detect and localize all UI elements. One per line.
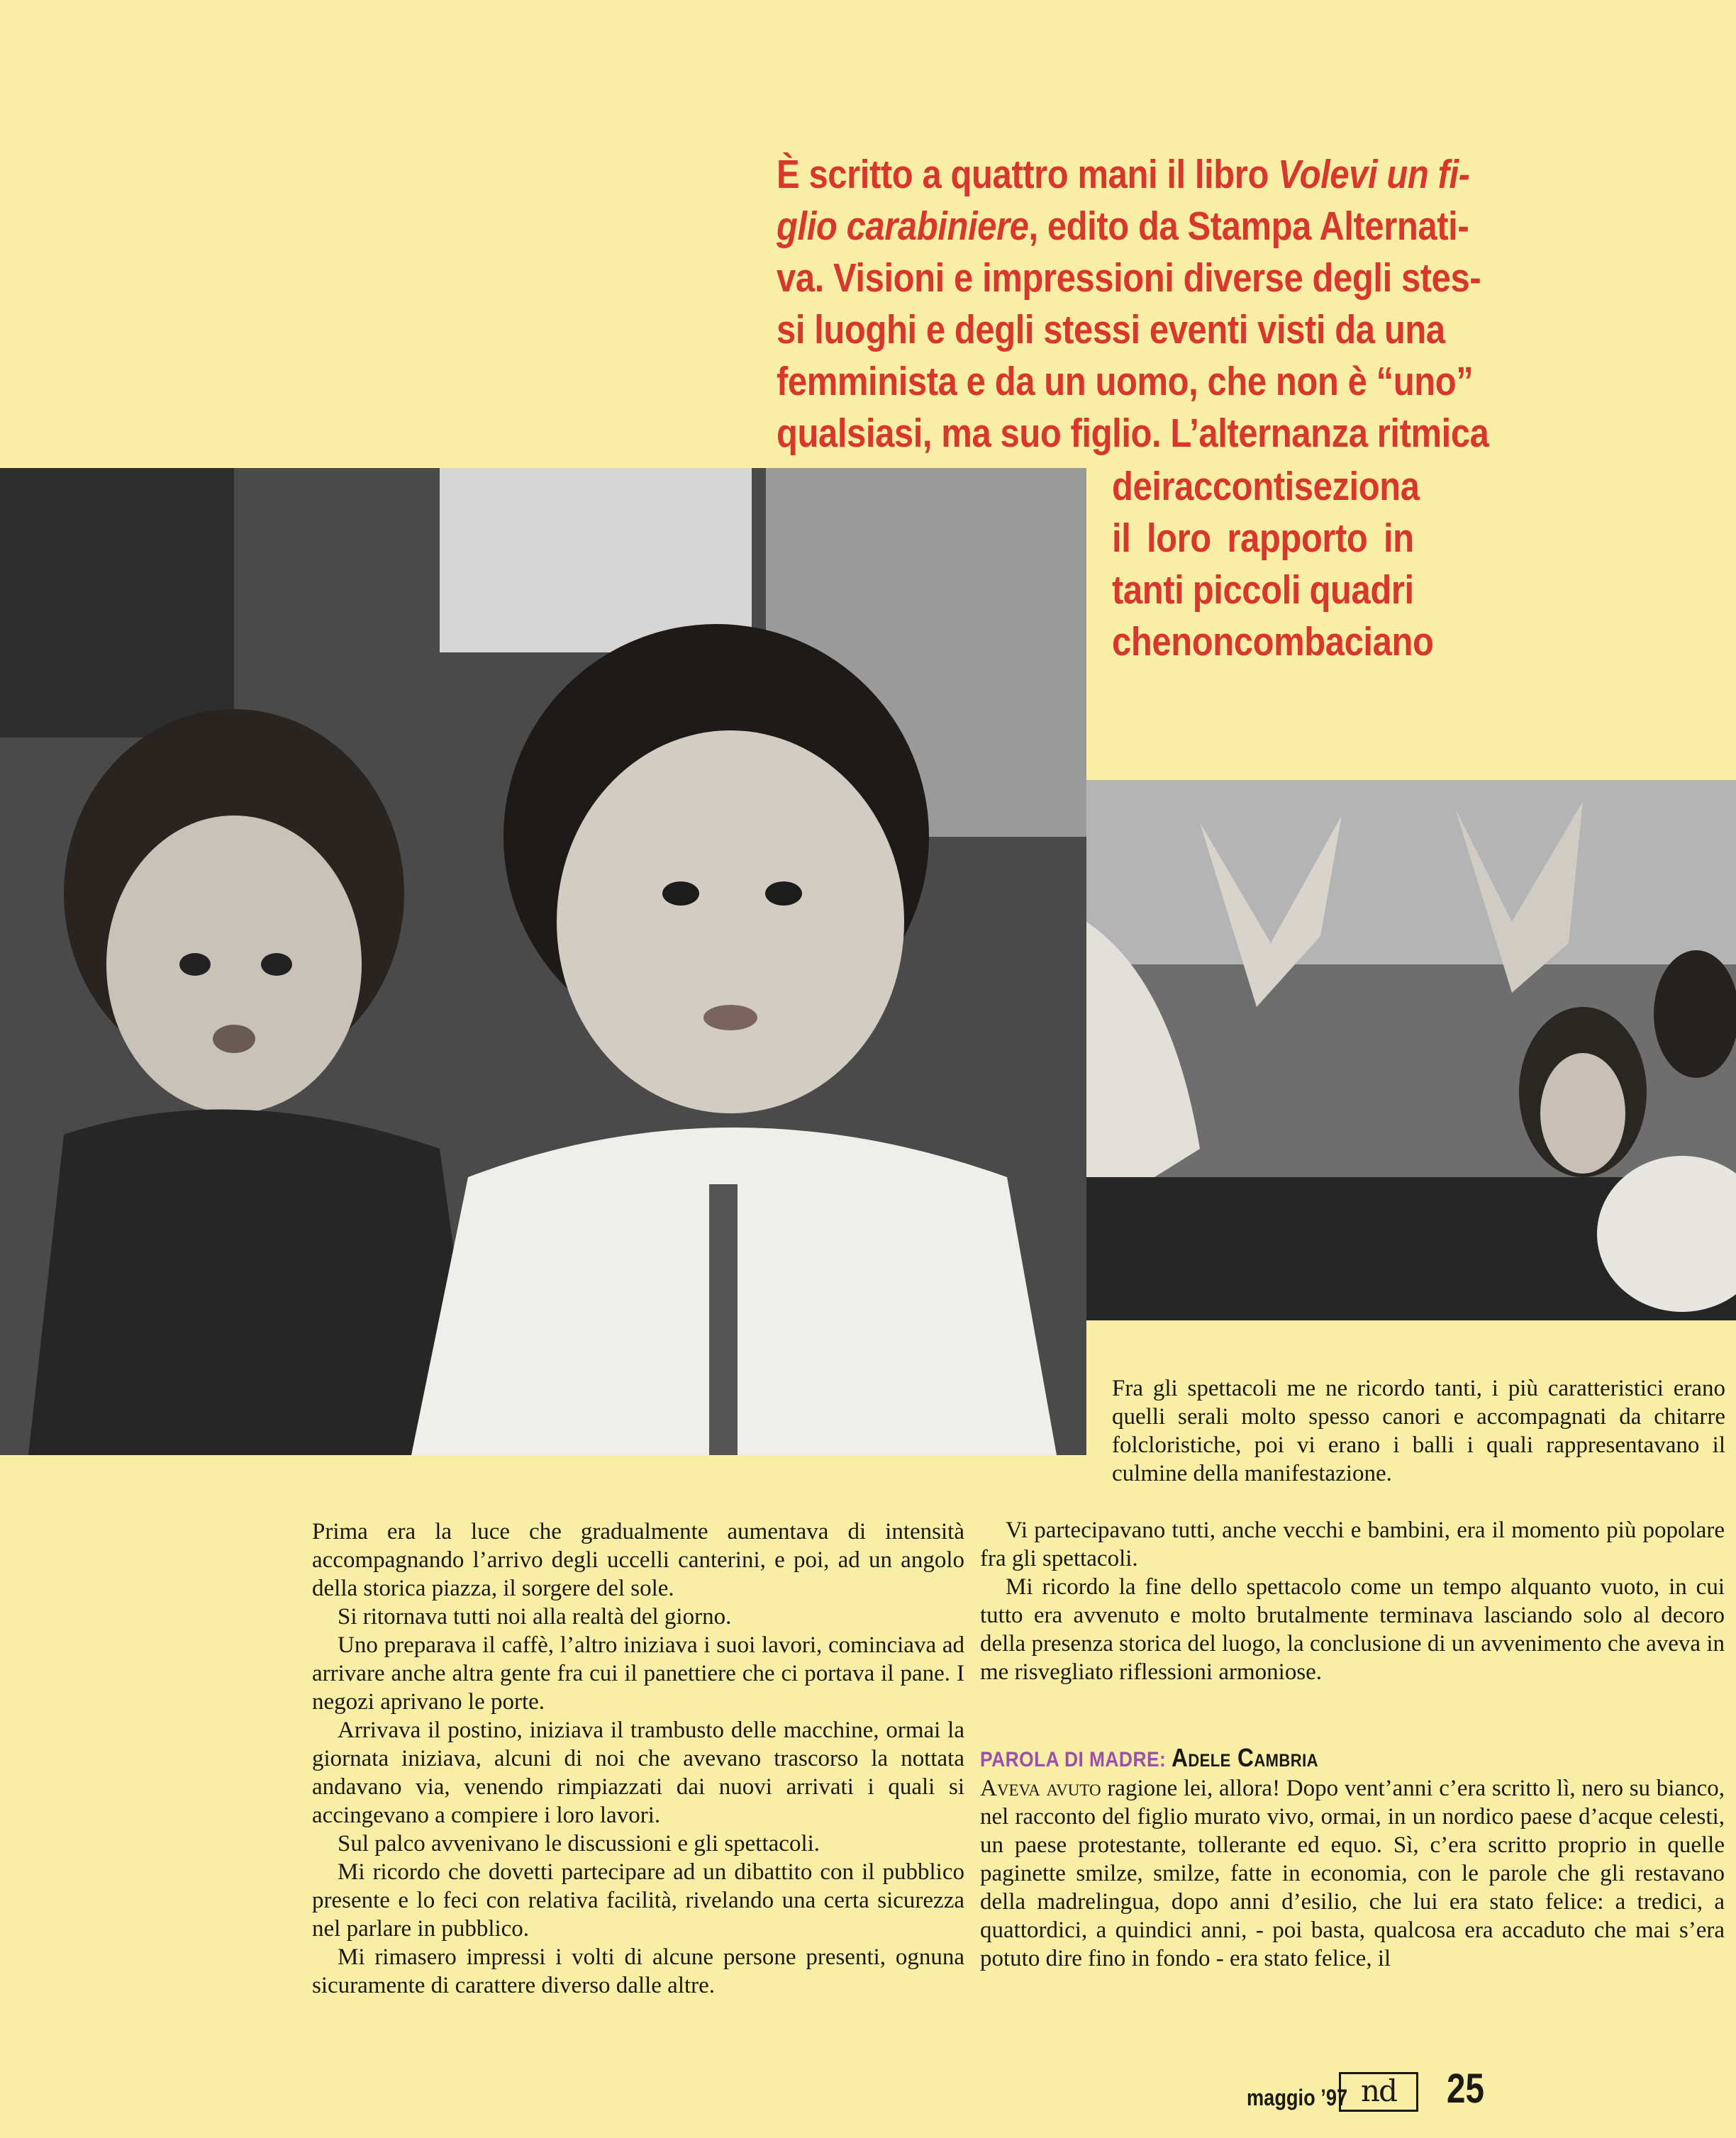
- paragraph: Sul palco avvenivano le discussioni e gli spettacoli.: [338, 1831, 820, 1856]
- pull-quote-continuation: [1112, 461, 1434, 668]
- left-column-text: [312, 1518, 964, 2000]
- paragraph: Si ritornava tutti noi alla realtà del giorno.: [338, 1604, 732, 1630]
- pull-quote-line: che non combaciano: [1112, 619, 1434, 664]
- photo-crowd: [1086, 780, 1736, 1320]
- crowd-photo-drawing: [1086, 780, 1736, 1320]
- right-column-middle-text: [980, 1516, 1725, 1686]
- paragraph: [980, 1774, 1725, 1973]
- paragraph: Prima era la luce che gradualmente aumentava di intensità accompagnando l’arrivo degli uccelli canterini, e poi, ad un angolo della storica piazza, il sorgere del sole.: [312, 1519, 964, 1601]
- paragraph: Fra gli spettacoli me ne ricordo tanti, i più caratteristici erano quelli serali molto spesso canori e accompagnati da chitarre folcloristiche, poi vi erano i balli i quali rappresentavano il culmine della manifestazione.: [1112, 1376, 1725, 1486]
- pull-quote-line: femminista e da un uomo, che non è “uno”: [777, 359, 1474, 404]
- paragraph: Mi ricordo che dovetti partecipare ad un dibattito con il pubblico presente e lo feci con relativa facilità, rivelando una certa sicurezza nel parlare in pubblico.: [312, 1859, 964, 1942]
- paragraph: Mi rimasero impressi i volti di alcune persone presenti, ognuna sicuramente di carattere diverso dalle altre.: [312, 1944, 964, 1998]
- pull-quote-line: va. Visioni e impressioni diverse degli stes-: [777, 255, 1481, 301]
- paragraph: Vi partecipavano tutti, anche vecchi e bambini, era il momento più popolare fra gli spettacoli.: [980, 1518, 1725, 1571]
- paragraph-text: ragione lei, allora! Dopo vent’anni c’era scritto lì, nero su bianco, nel racconto del figlio murato vivo, ormai, in un nordico paese d’acque celesti, un paese protestante, tollerante ed equo. Sì, c’era scritto proprio in quelle paginette smilze, smilze, fatte in economia, con le parole che gli restavano della madrelingua, dopo anni d’esilio, che lui era stato felice: a tredici, a quattordici, a quindici anni, - poi basta, qualcosa era accaduto che mai s’era potuto dire fino in fondo - era stato felice, il: [980, 1776, 1725, 1971]
- pull-quote-line: glio carabiniere, edito da Stampa Alternati-: [777, 204, 1469, 249]
- right-column-top-text: [1112, 1374, 1725, 1488]
- magazine-logo: nd: [1339, 2072, 1418, 2112]
- paragraph: Arrivava il postino, iniziava il trambusto delle macchine, ormai la giornata iniziava, alcuni di noi che avevano trascorso la nottata andavano via, venendo rimpiazzati dai nuovi arrivati i quali si accingevano a compiere i loro lavori.: [312, 1717, 964, 1828]
- pull-quote-line: si luoghi e degli stessi eventi visti da una: [777, 307, 1445, 352]
- pull-quote-line: qualsiasi, ma suo figlio. L’alternanza ritmica: [777, 411, 1489, 456]
- pull-quote-line: tanti piccoli quadri: [1112, 567, 1414, 613]
- photo-children: [0, 468, 1086, 1455]
- page-number: 25: [1447, 2066, 1484, 2112]
- paragraph: Uno preparava il caffè, l’altro iniziava i suoi lavori, cominciava ad arrivare anche altra gente fra cui il panettiere che ci portava il pane. I negozi aprivano le porte.: [312, 1632, 964, 1715]
- section-heading: [980, 1743, 1318, 1773]
- pull-quote-line: È scritto a quattro mani il libro Volevi un fi-: [777, 152, 1470, 197]
- pull-quote-line: il loro rapporto in: [1112, 516, 1414, 561]
- issue-date: maggio ’97: [1247, 2085, 1348, 2110]
- pull-quote: [777, 149, 1489, 460]
- children-photo-drawing: [0, 468, 1086, 1455]
- pull-quote-line: dei racconti seziona: [1112, 464, 1420, 509]
- section-label: PAROLA DI MADRE:: [980, 1748, 1167, 1771]
- paragraph: Mi ricordo la fine dello spettacolo come un tempo alquanto vuoto, in cui tutto era avvenuto e molto brutalmente terminava lasciando solo al decoro della presenza storica del luogo, la conclusione di un avvenimento che aveva in me risvegliato riflessioni armoniose.: [980, 1574, 1725, 1685]
- right-column-bottom-text: [980, 1774, 1725, 1973]
- lead-in: Aveva avuto: [980, 1776, 1101, 1801]
- section-author: Adele Cambria: [1172, 1743, 1318, 1772]
